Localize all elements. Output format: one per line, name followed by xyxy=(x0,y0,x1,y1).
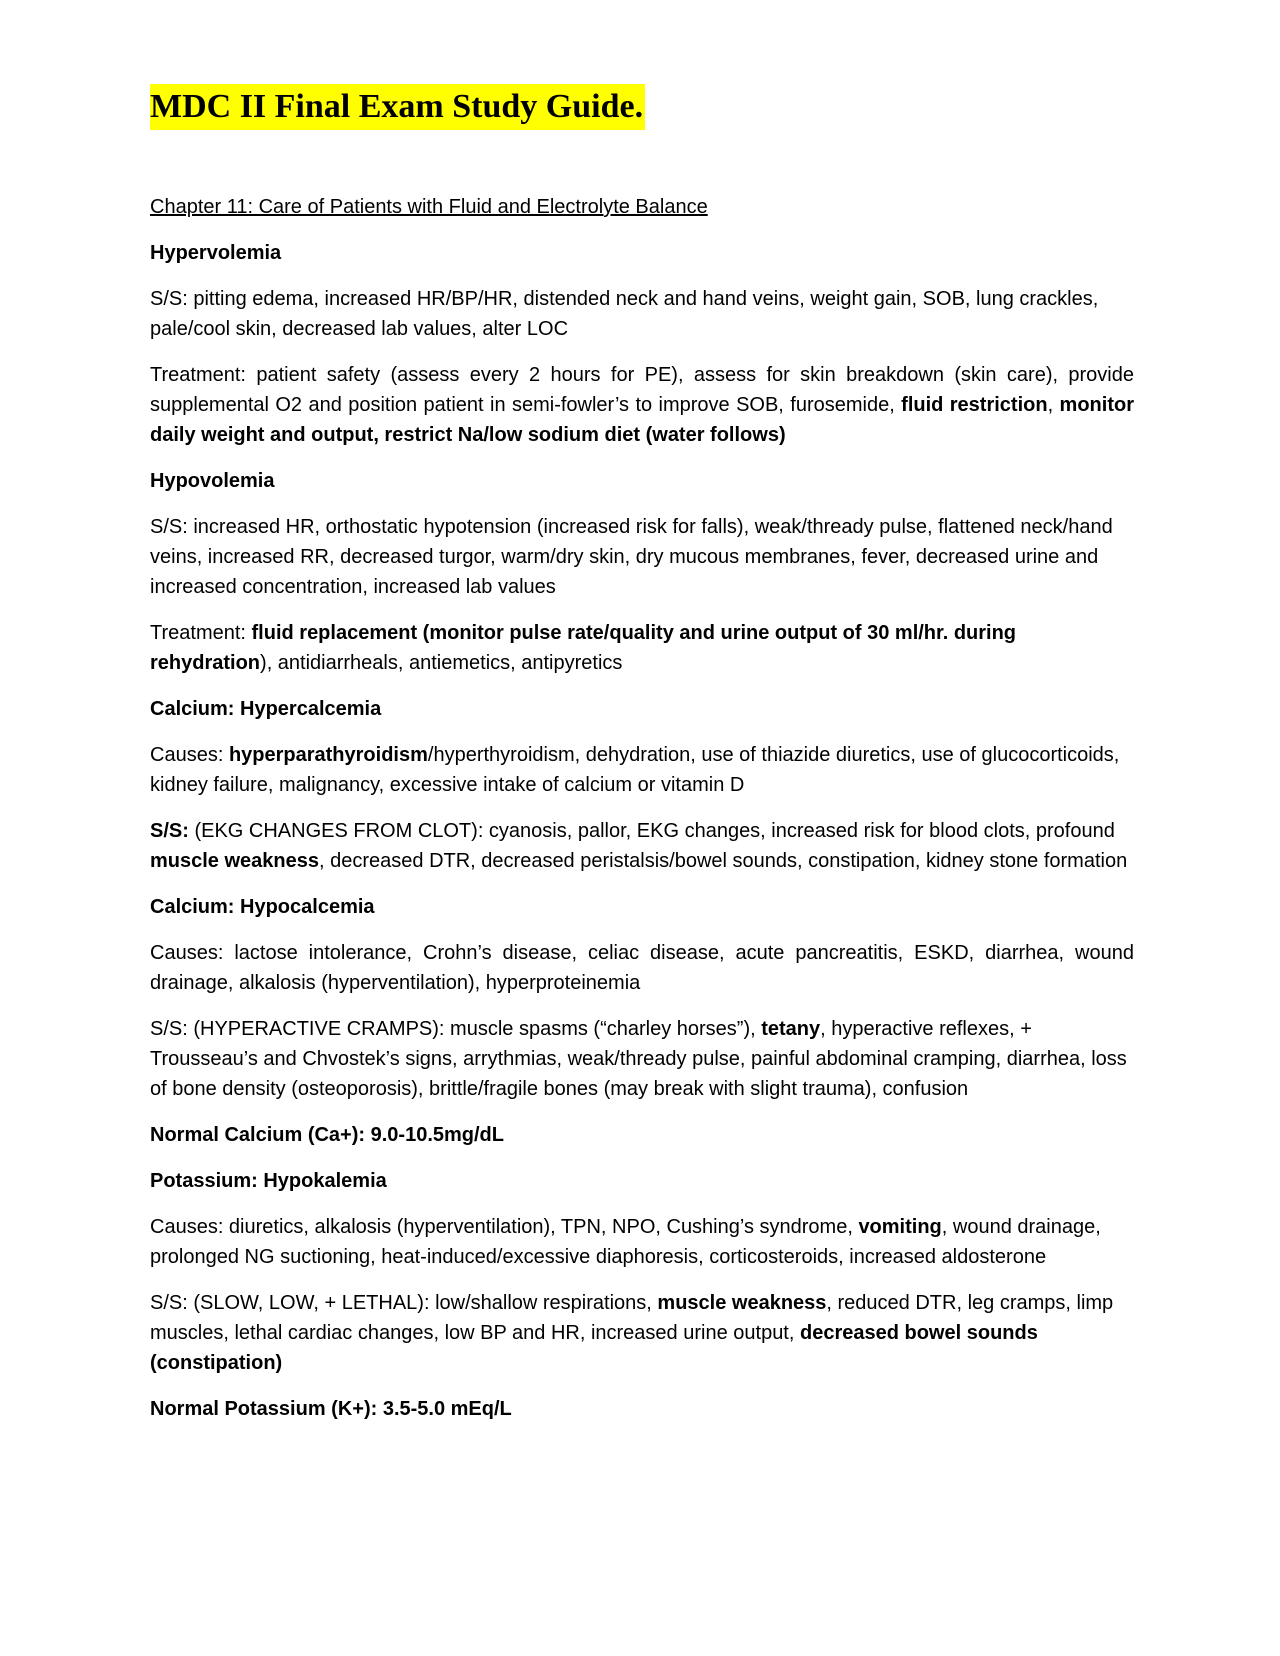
hypocalcemia-signs-symptoms xyxy=(150,1014,1134,1104)
hypercalcemia-causes xyxy=(150,740,1134,800)
bold-run: vomiting xyxy=(858,1216,942,1238)
hypervolemia-signs-symptoms: S/S: pitting edema, increased HR/BP/HR, distended neck and hand veins, weight gain, SOB, lung crackles, pale/cool skin, decreased lab values, alter LOC xyxy=(150,288,1099,340)
normal-calcium-value: Normal Calcium (Ca+): 9.0-10.5mg/dL xyxy=(150,1124,504,1146)
bold-run: tetany xyxy=(761,1018,821,1040)
text-run: , reduced DTR, leg cramps, limp muscles, lethal cardiac changes, low BP and HR, increased urine output, xyxy=(150,1292,1114,1344)
bold-run: S/S: xyxy=(150,820,189,842)
section-heading-hypocalcemia: Calcium: Hypocalcemia xyxy=(150,896,375,918)
bold-run: hyperparathyroidism xyxy=(228,744,428,766)
text-run: S/S: (HYPERACTIVE CRAMPS): muscle spasms (“charley horses”), xyxy=(150,1018,762,1040)
text-run: Treatment: xyxy=(150,622,252,644)
bold-run: fluid replacement (monitor pulse rate/quality and urine output of 30 ml/hr. during rehydration xyxy=(150,622,1017,674)
title-block xyxy=(150,84,1134,130)
text-run: , wound drainage, prolonged NG suctioning, heat-induced/excessive diaphoresis, corticosteroids, increased aldosterone xyxy=(150,1216,1101,1268)
text-run: Treatment: patient safety (assess every 2 hours for PE), assess for skin breakdown (skin care), provide supplemental O2 and position patient in semi-fowler’s to improve SOB, furosemide, xyxy=(150,364,1134,416)
document-title: MDC II Final Exam Study Guide. xyxy=(150,84,645,130)
hypokalemia-signs-symptoms xyxy=(150,1288,1134,1378)
hypervolemia-treatment xyxy=(150,360,1134,450)
text-run: (EKG CHANGES FROM CLOT): cyanosis, pallor, EKG changes, increased risk for blood clots, profound xyxy=(188,820,1115,842)
hypocalcemia-causes: Causes: lactose intolerance, Crohn’s disease, celiac disease, acute pancreatitis, ESKD, diarrhea, wound drainage, alkalosis (hyperventilation), hyperproteinemia xyxy=(150,942,1134,994)
text-run: , decreased DTR, decreased peristalsis/bowel sounds, constipation, kidney stone formation xyxy=(319,850,1128,872)
section-heading-hypovolemia: Hypovolemia xyxy=(150,470,275,492)
hypokalemia-causes xyxy=(150,1212,1134,1272)
section-heading-hypercalcemia: Calcium: Hypercalcemia xyxy=(150,698,382,720)
bold-run: fluid restriction xyxy=(901,394,1048,416)
section-heading-hypokalemia: Potassium: Hypokalemia xyxy=(150,1170,387,1192)
section-heading-hypervolemia: Hypervolemia xyxy=(150,242,282,264)
bold-run: muscle weakness xyxy=(657,1292,827,1314)
bold-run: monitor daily weight and output, restrict Na/low sodium diet (water follows) xyxy=(150,394,1134,446)
chapter-heading: Chapter 11: Care of Patients with Fluid and Electrolyte Balance xyxy=(150,196,708,218)
hypovolemia-signs-symptoms: S/S: increased HR, orthostatic hypotension (increased risk for falls), weak/thready pulse, flattened neck/hand veins, increased RR, decreased turgor, warm/dry skin, dry mucous membranes, fever, decreased urine and increased concentration, increased lab values xyxy=(150,516,1113,598)
hypercalcemia-signs-symptoms xyxy=(150,816,1134,876)
text-run: , xyxy=(1047,394,1060,416)
text-run: ), antidiarrheals, antiemetics, antipyretics xyxy=(260,652,623,674)
bold-run: muscle weakness xyxy=(150,850,319,872)
text-run: /hyperthyroidism, dehydration, use of thiazide diuretics, use of glucocorticoids, kidney failure, malignancy, excessive intake of calcium or vitamin D xyxy=(150,744,1120,796)
hypovolemia-treatment xyxy=(150,618,1134,678)
text-run: Causes: diuretics, alkalosis (hyperventilation), TPN, NPO, Cushing’s syndrome, xyxy=(150,1216,859,1238)
text-run: , hyperactive reflexes, + Trousseau’s and Chvostek’s signs, arrythmias, weak/thready pulse, painful abdominal cramping, diarrhea, loss of bone density (osteoporosis), brittle/fragile bones (may break with slight trauma), confusion xyxy=(150,1018,1127,1100)
normal-potassium-value: Normal Potassium (K+): 3.5-5.0 mEq/L xyxy=(150,1398,512,1420)
text-run: Causes: xyxy=(150,744,229,766)
text-run: S/S: (SLOW, LOW, + LETHAL): low/shallow respirations, xyxy=(150,1292,658,1314)
bold-run: decreased bowel sounds (constipation) xyxy=(150,1322,1038,1374)
